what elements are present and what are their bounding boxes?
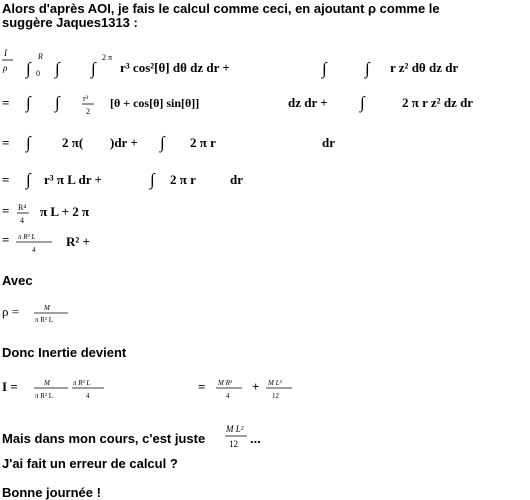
inertie-f4-num: M L² (268, 379, 282, 387)
line2-term3: 2 π r z² dz dr (402, 95, 474, 110)
intro-line-2: suggère Jaques1313 : (2, 15, 138, 30)
inertie-label: Donc Inertie devient (2, 345, 127, 360)
inertie-plus: + (252, 379, 260, 394)
equals-sign: = (2, 172, 10, 187)
integral-sign: ∫ (26, 93, 31, 112)
equals-sign: = (2, 203, 10, 218)
i-over-rho-num: I (4, 48, 7, 58)
inertie-f2-den: 4 (86, 392, 90, 400)
inertie-f3-den: 4 (226, 392, 230, 400)
line6-frac-den: 4 (32, 246, 36, 254)
line5-term1: π L + 2 π (40, 204, 90, 219)
line5-frac1-num: R⁴ (18, 203, 27, 212)
integral-sign: ∫ (26, 170, 31, 189)
avec-label: Avec (2, 273, 33, 288)
bonne-journee-text: Bonne journée ! (2, 485, 101, 500)
rho-num: M (44, 304, 50, 312)
line3-term4: dr (322, 135, 335, 150)
integral-sign: ∫ (26, 59, 31, 78)
rho-den: π R² L (35, 316, 54, 324)
equals-sign: = (2, 232, 10, 247)
line3-term1: 2 π( (62, 135, 84, 150)
cours-frac-num: M L² (226, 424, 244, 434)
line1-term1: r³ cos²[θ] dθ dz dr + (120, 60, 230, 75)
inertie-eq-sign: = (198, 379, 206, 394)
equals-sign: = (2, 95, 10, 110)
inertie-f1-den: π R² L (35, 392, 54, 400)
inertie-f1-num: M (44, 379, 50, 387)
integral-sign: ∫ (26, 133, 31, 152)
inertie-lhs: I = (2, 379, 18, 394)
line3-term2: )dr + (110, 135, 138, 150)
integral-sign: ∫ (91, 59, 96, 78)
integral-sign: ∫ (55, 59, 60, 78)
line3-term3: 2 π r (190, 135, 216, 150)
limit: R (38, 52, 43, 61)
integral-sign: ∫ (360, 93, 365, 112)
integral-sign: ∫ (150, 170, 155, 189)
line2-term1: [θ + cos[θ] sin[θ]] (110, 96, 200, 110)
equals-sign: = (2, 135, 10, 150)
inertie-f4-den: 12 (272, 392, 279, 400)
rho-lhs: ρ = (2, 304, 20, 319)
line2-frac-den: 2 (86, 107, 90, 116)
cours-text: Mais dans mon cours, c'est juste (2, 431, 206, 446)
erreur-text: J'ai fait un erreur de calcul ? (2, 456, 178, 471)
line2-term2: dz dr + (288, 95, 328, 110)
line4-term1: r³ π L dr + (44, 172, 102, 187)
limit: 0 (36, 69, 40, 78)
line2-frac-num: r³ (83, 94, 89, 103)
line5-frac1-den: 4 (20, 216, 24, 225)
inertie-f2-num: π R² L (73, 379, 91, 387)
integral-sign: ∫ (160, 133, 165, 152)
limit: 2 π (102, 53, 113, 62)
integral-sign: ∫ (365, 59, 370, 78)
line6-frac-num: π R² L (18, 233, 36, 241)
line4-term3: dr (230, 172, 243, 187)
intro-line-1: Alors d'après AOI, je fais le calcul comme ceci, en ajoutant ρ comme le (2, 1, 440, 16)
integral-sign: ∫ (322, 59, 327, 78)
integral-sign: ∫ (55, 93, 60, 112)
line1-term2: r z² dθ dz dr (390, 60, 459, 75)
cours-tail: ... (250, 431, 261, 446)
inertie-f3-num: M R² (218, 379, 232, 387)
line4-term2: 2 π r (170, 172, 196, 187)
line6-paren: R² + (66, 234, 90, 249)
i-over-rho-den: ρ (3, 63, 8, 73)
cours-frac-den: 12 (229, 439, 238, 449)
